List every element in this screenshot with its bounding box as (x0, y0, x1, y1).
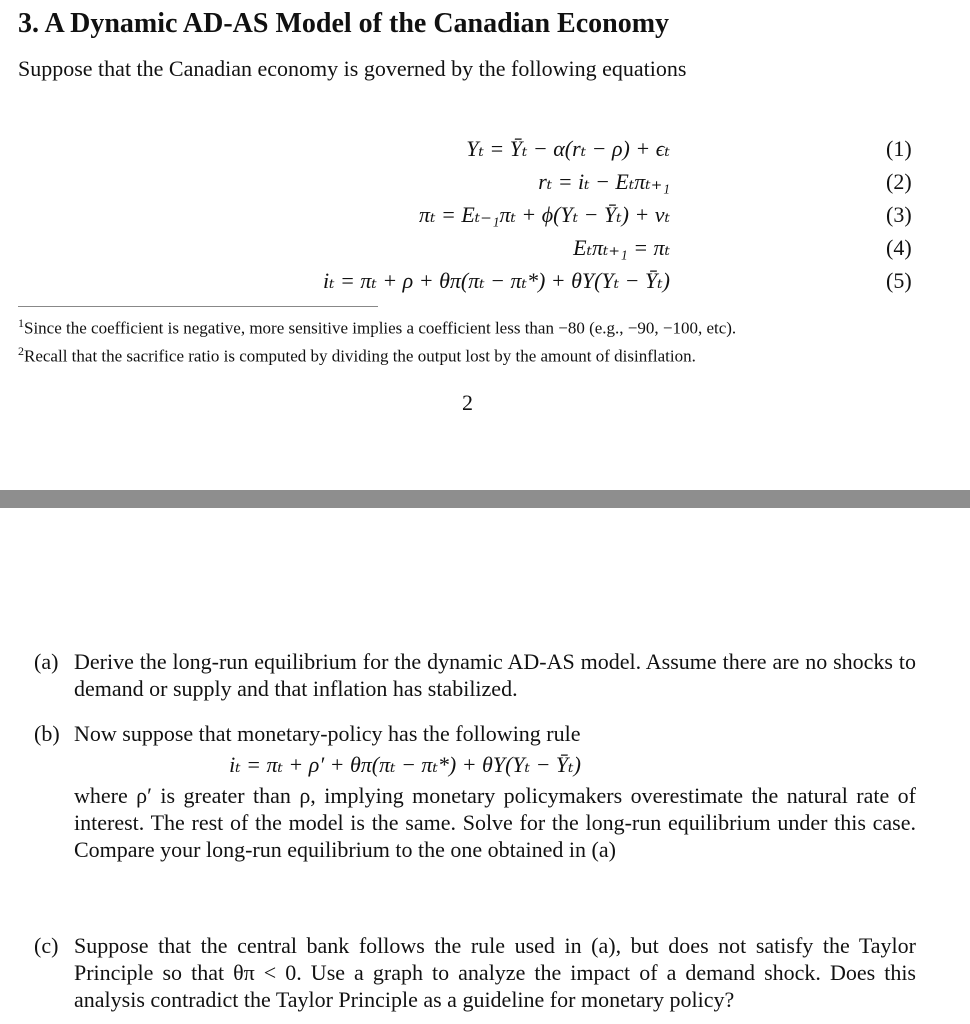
footnote-mark: 1 (18, 316, 24, 330)
page-one (0, 0, 970, 490)
footnote (18, 340, 736, 368)
intro-text: Suppose that the Canadian economy is governed by the following equations (18, 56, 687, 81)
equation: πₜ = Eₜ₋₁πₜ + ϕ(Yₜ − Ȳₜ) + vₜ (419, 202, 670, 227)
equation-number: (3) (886, 202, 912, 227)
equation-number: (1) (886, 136, 912, 161)
page-number: 2 (462, 390, 473, 415)
part-text: Derive the long-run equilibrium for the dynamic AD-AS model. Assume there are no shocks to demand or supply and that inflation has stabilized. (74, 649, 916, 701)
part-label: (c) (34, 933, 59, 958)
equation-row (0, 202, 970, 235)
part-text: where ρ′ is greater than ρ, implying monetary policymakers overestimate the natural rate of interest. The rest of the model is the same. Solve for the long-run equilibrium under this case. Compare your long-run equilibrium to the one obtained in (a) (74, 783, 916, 862)
question-part-a (34, 648, 916, 702)
footnotes (18, 312, 736, 367)
part-label: (b) (34, 721, 60, 746)
footnote-mark: 2 (18, 343, 24, 358)
footnote (18, 312, 736, 340)
page-two (0, 508, 970, 1024)
part-text: Suppose that the central bank follows the rule used in (a), but does not satisfy the Taylor Principle so that θπ < 0. Use a graph to analyze the impact of a demand shock. Does this analysis contradict the Taylor Principle as a guideline for monetary policy? (74, 933, 916, 1012)
equation-number: (4) (886, 235, 912, 260)
equation-number: (2) (886, 169, 912, 194)
page-divider (0, 490, 970, 508)
part-text: Now suppose that monetary-policy has the following rule (74, 721, 581, 746)
equation-row (0, 136, 970, 169)
footnote-text: Since the coefficient is negative, more sensitive implies a coefficient less than −80 (e.g., −90, −100, etc). (24, 318, 737, 338)
equation: rₜ = iₜ − Eₜπₜ₊₁ (538, 169, 670, 194)
equation-block (0, 136, 970, 301)
section-title: 3. A Dynamic AD-AS Model of the Canadian Economy (18, 8, 670, 39)
equation-row (0, 235, 970, 268)
equation: Yₜ = Ȳₜ − α(rₜ − ρ) + ϵₜ (466, 136, 670, 161)
equation-row (0, 169, 970, 202)
policy-rule-equation: iₜ = πₜ + ρ′ + θπ(πₜ − πₜ*) + θY(Yₜ − Ȳₜ) (229, 752, 581, 777)
equation-row (0, 268, 970, 301)
footnote-divider (18, 306, 378, 307)
equation-number: (5) (886, 268, 912, 293)
question-part-c (34, 932, 916, 1013)
equation: iₜ = πₜ + ρ + θπ(πₜ − πₜ*) + θY(Yₜ − Ȳₜ) (322, 268, 670, 293)
question-part-b (34, 720, 916, 863)
equation: Eₜπₜ₊₁ = πₜ (573, 235, 670, 260)
footnote-text: Recall that the sacrifice ratio is computed by dividing the output lost by the amount of disinflation. (24, 346, 696, 366)
part-label: (a) (34, 649, 59, 674)
